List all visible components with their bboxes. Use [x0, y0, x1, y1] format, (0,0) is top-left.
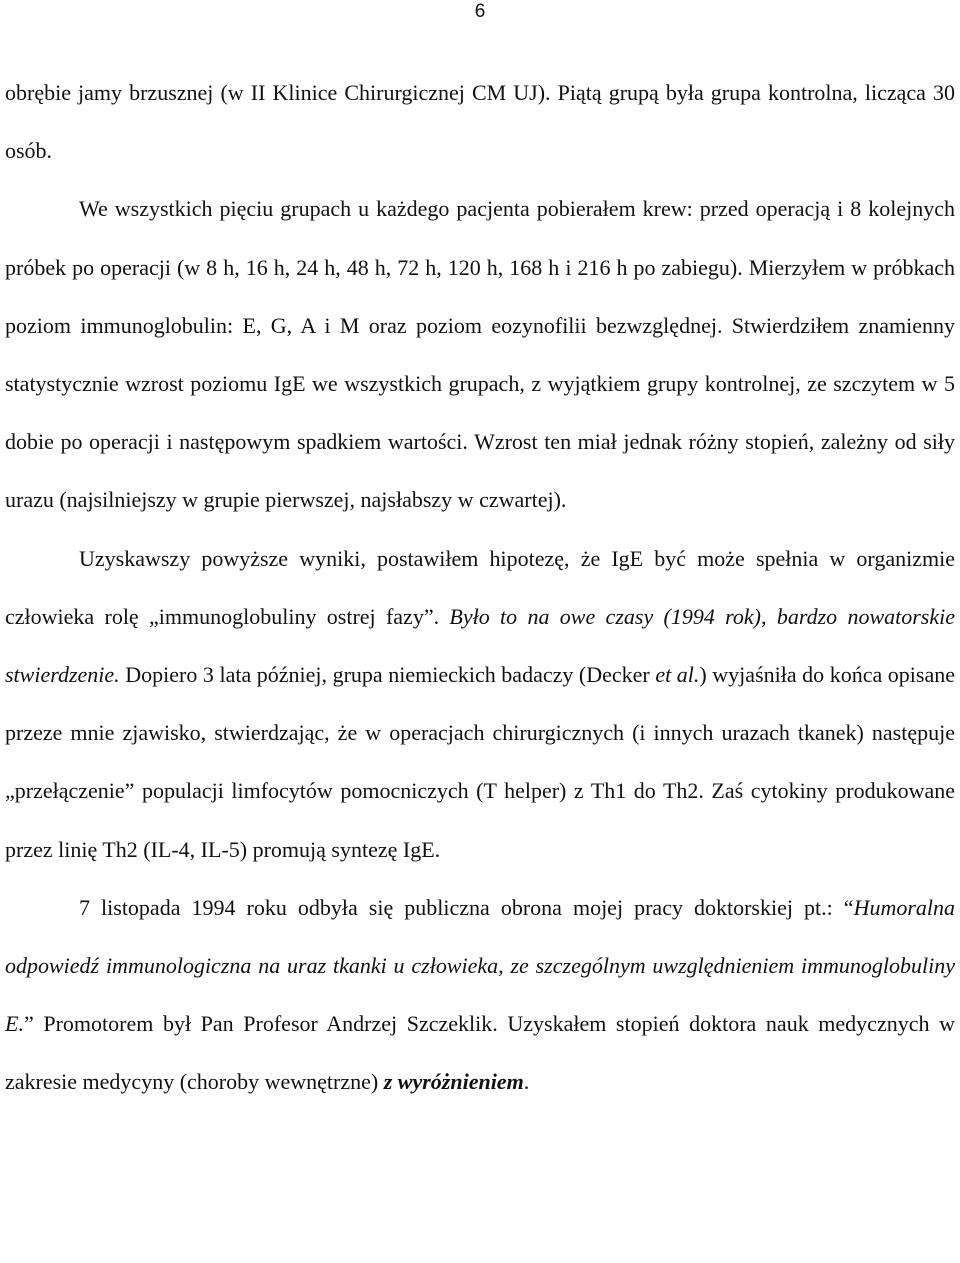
paragraph-2 — [5, 180, 955, 529]
paragraph-3-et-al: et al. — [655, 662, 700, 688]
paragraph-4-text-d: ” Promotorem był Pan Profesor Andrzej Szczeklik. Uzyskałem stopień doktora nauk medycznych w zakresie medycyny (choroby wewnętrzne) — [5, 1011, 955, 1095]
paragraph-3 — [5, 530, 955, 879]
paragraph-4 — [5, 879, 955, 1112]
paragraph-4-distinction: z wyróżnieniem — [383, 1069, 524, 1095]
paragraph-4-thesis-title: Humoralna odpowiedź immunologiczna na uraz tkanki u człowieka, ze szczególnym uwzględnieniem immunoglobuliny E. — [5, 894, 956, 1037]
paragraph-4-text-a: 7 listopada 1994 roku odbyła się publiczna obrona mojej pracy doktorskiej pt.: — [79, 894, 833, 920]
paragraph-1 — [5, 64, 955, 180]
paragraph-1-text: obrębie jamy brzusznej (w II Klinice Chirurgicznej CM UJ). Piątą grupą była grupa kontrolna, licząca 30 osób. — [5, 80, 955, 164]
paragraph-4-text-f: . — [523, 1069, 530, 1095]
paragraph-3-text-a: Uzyskawszy powyższe wyniki, postawiłem hipotezę, że IgE być może spełnia w organizmie człowieka rolę „immunoglobuliny ostrej fazy”. — [5, 545, 955, 629]
document-body — [5, 64, 955, 1112]
paragraph-3-text-e: ) wyjaśniła do końca opisane przeze mnie zjawisko, stwierdzając, że w operacjach chirurgicznych (i innych urazach tkanek) następuje „przełączenie” populacji limfocytów pomocniczych (T helper) z Th1 do Th2. Zaś cytokiny produkowane przez linię Th2 (IL-4, IL-5) promują syntezę IgE. — [5, 662, 956, 862]
paragraph-4-open-quote: “ — [843, 894, 854, 920]
paragraph-3-text-c: Dopiero 3 lata później, grupa niemieckich badaczy (Decker — [125, 662, 650, 688]
paragraph-3-italic-remark: Było to na owe czasy (1994 rok), bardzo nowatorskie stwierdzenie. — [5, 603, 956, 688]
page-number: 6 — [474, 1, 486, 22]
paragraph-2-text: We wszystkich pięciu grupach u każdego pacjenta pobierałem krew: przed operacją i 8 kolejnych próbek po operacji (w 8 h, 16 h, 24 h, 48 h, 72 h, 120 h, 168 h i 216 h po zabiegu). Mierzyłem w próbkach poziom immunoglobulin: E, G, A i M oraz poziom eozynofilii bezwzględnej. Stwierdziłem znamienny statystycznie wzrost poziomu IgE we wszystkich grupach, z wyjątkiem grupy kontrolnej, ze szczytem w 5 dobie po operacji i następowym spadkiem wartości. Wzrost ten miał jednak różny stopień, zależny od siły urazu (najsilniejszy w grupie pierwszej, najsłabszy w czwartej). — [5, 196, 955, 513]
